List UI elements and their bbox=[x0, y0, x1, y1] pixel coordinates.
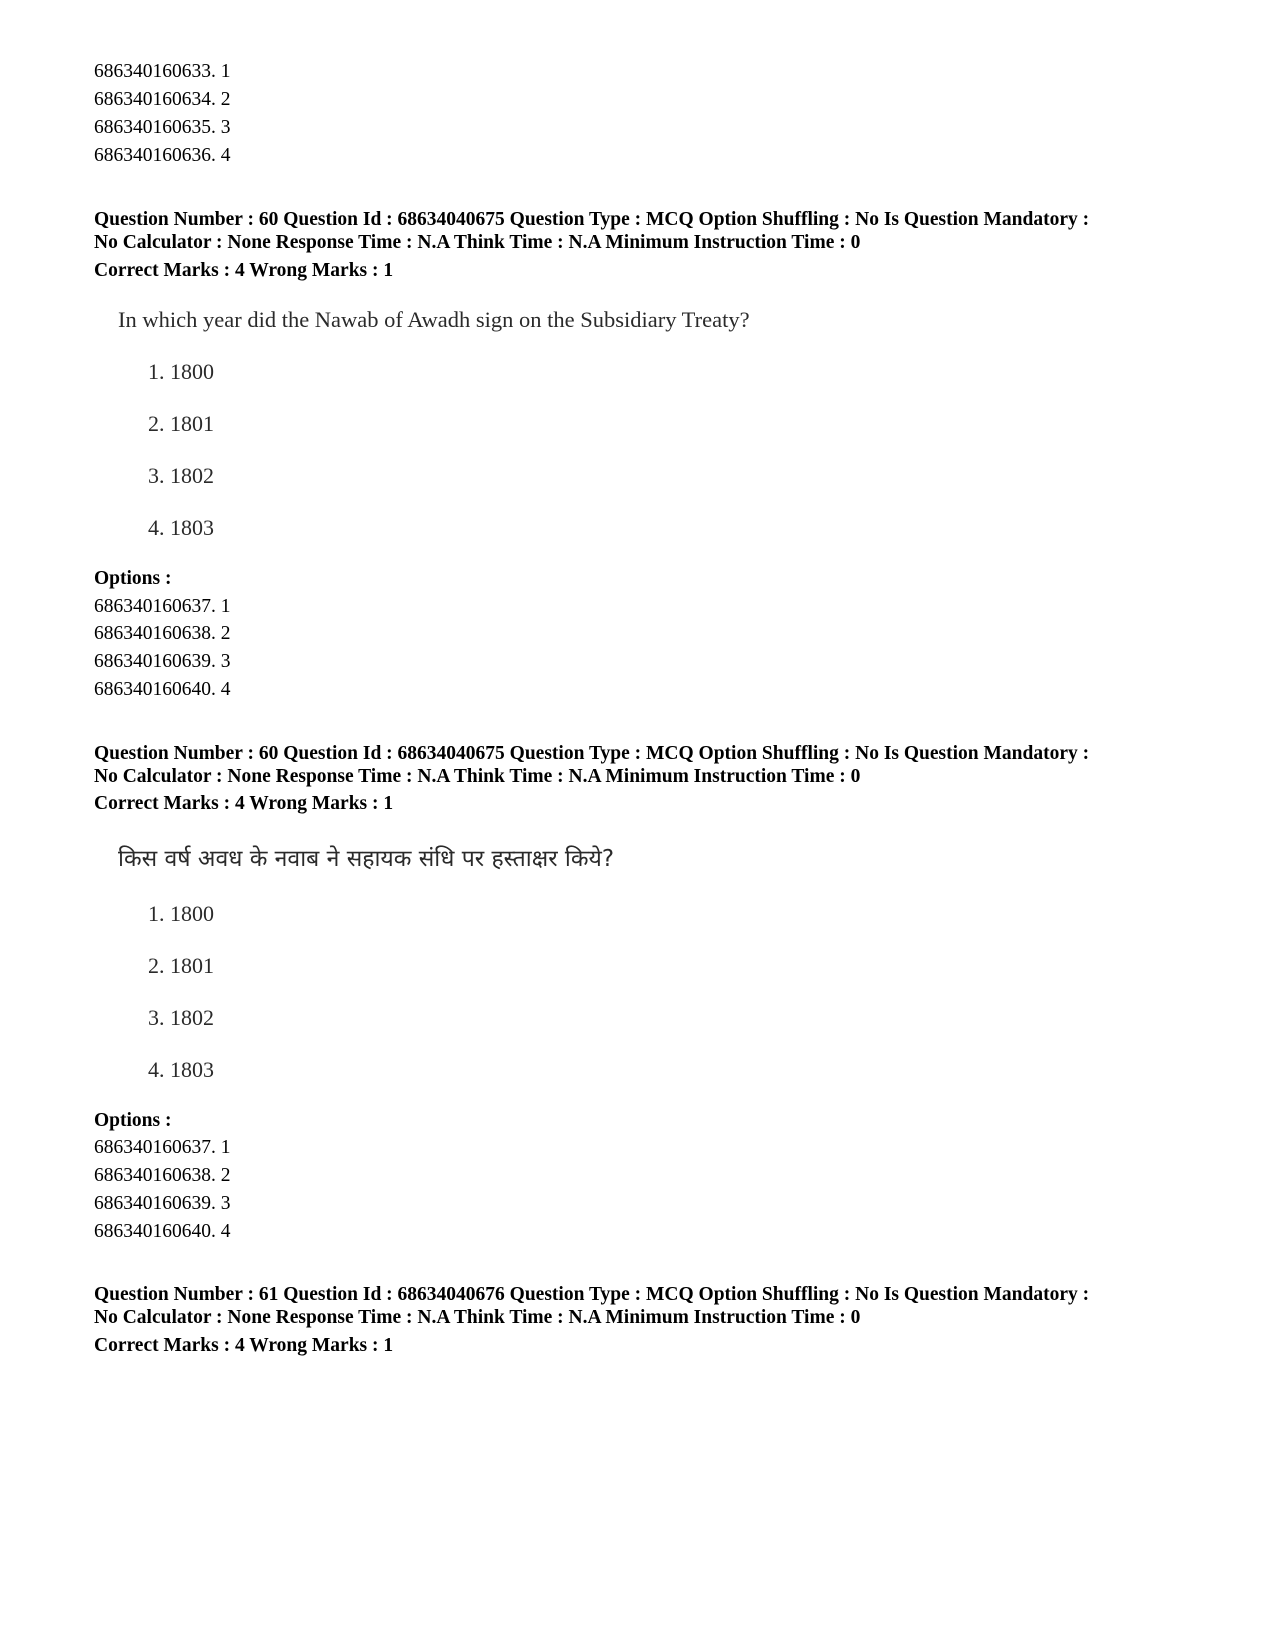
question-header-line-1: Question Number : 61 Question Id : 68634040676 Question Type : MCQ Option Shuffling : No Is Question Mandatory : bbox=[94, 1284, 1090, 1305]
option-id-line: 686340160639. 3 bbox=[94, 651, 231, 672]
question-text: In which year did the Nawab of Awadh sign on the Subsidiary Treaty? bbox=[118, 307, 750, 332]
question-header-line-2: No Calculator : None Response Time : N.A Think Time : N.A Minimum Instruction Time : 0 bbox=[94, 1307, 861, 1328]
option-id-line: 686340160638. 2 bbox=[94, 623, 231, 644]
option-id-line: 686340160636. 4 bbox=[94, 145, 231, 166]
answer-choice: 4. 1803 bbox=[148, 515, 214, 540]
answer-choice: 4. 1803 bbox=[148, 1057, 214, 1082]
question-text-hindi: किस वर्ष अवध के नवाब ने सहायक संधि पर हस्ताक्षर किये? bbox=[118, 846, 615, 872]
answer-choice: 2. 1801 bbox=[148, 411, 214, 436]
option-id-line: 686340160633. 1 bbox=[94, 61, 231, 82]
question-header-line-2: No Calculator : None Response Time : N.A Think Time : N.A Minimum Instruction Time : 0 bbox=[94, 766, 861, 787]
question-marks: Correct Marks : 4 Wrong Marks : 1 bbox=[94, 1335, 394, 1356]
answer-choice: 1. 1800 bbox=[148, 359, 214, 384]
option-id-line: 686340160637. 1 bbox=[94, 596, 231, 617]
option-id-line: 686340160634. 2 bbox=[94, 89, 231, 110]
option-id-line: 686340160640. 4 bbox=[94, 679, 231, 700]
question-header-line-2: No Calculator : None Response Time : N.A Think Time : N.A Minimum Instruction Time : 0 bbox=[94, 232, 861, 253]
option-id-line: 686340160637. 1 bbox=[94, 1137, 231, 1158]
answer-choice: 3. 1802 bbox=[148, 1005, 214, 1030]
options-label: Options : bbox=[94, 1110, 172, 1131]
answer-choice: 1. 1800 bbox=[148, 901, 214, 926]
answer-choice: 3. 1802 bbox=[148, 463, 214, 488]
option-id-line: 686340160639. 3 bbox=[94, 1193, 231, 1214]
question-marks: Correct Marks : 4 Wrong Marks : 1 bbox=[94, 260, 394, 281]
option-id-line: 686340160640. 4 bbox=[94, 1221, 231, 1242]
answer-choice: 2. 1801 bbox=[148, 953, 214, 978]
option-id-line: 686340160635. 3 bbox=[94, 117, 231, 138]
question-header-line-1: Question Number : 60 Question Id : 68634040675 Question Type : MCQ Option Shuffling : No Is Question Mandatory : bbox=[94, 743, 1090, 764]
question-header-line-1: Question Number : 60 Question Id : 68634040675 Question Type : MCQ Option Shuffling : No Is Question Mandatory : bbox=[94, 209, 1090, 230]
question-marks: Correct Marks : 4 Wrong Marks : 1 bbox=[94, 793, 394, 814]
options-label: Options : bbox=[94, 568, 172, 589]
option-id-line: 686340160638. 2 bbox=[94, 1165, 231, 1186]
